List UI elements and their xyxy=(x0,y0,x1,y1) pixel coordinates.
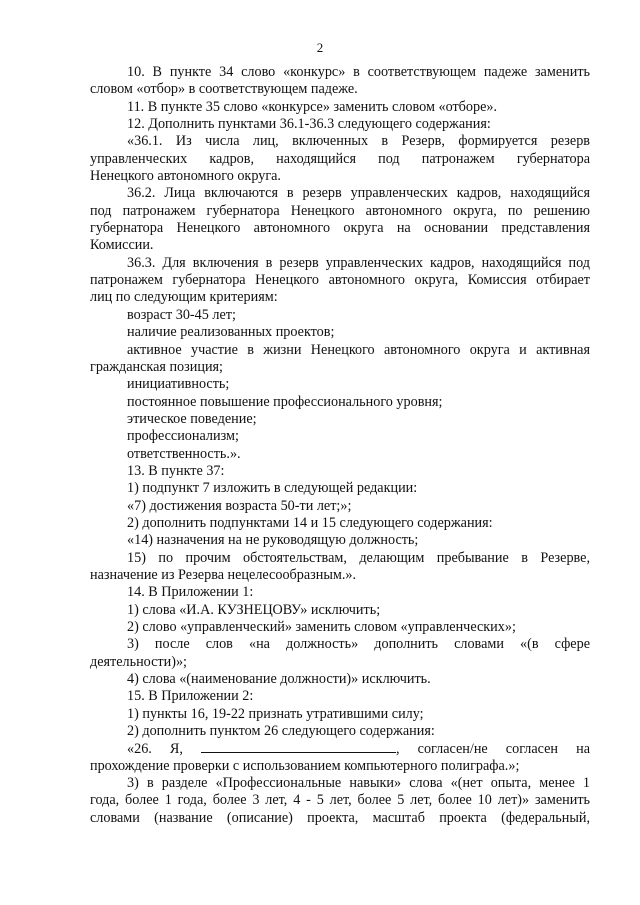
text-line: 12. Дополнить пунктами 36.1-36.3 следующего содержания: xyxy=(127,116,491,133)
text-line: прохождение проверки с использованием компьютерного полиграфа.»; xyxy=(90,757,520,774)
text-line: 2) дополнить подпунктами 14 и 15 следующего содержания: xyxy=(127,514,493,531)
text-line: профессионализм; xyxy=(127,428,239,445)
text-line: года, более 1 года, более 3 лет, 4 - 5 лет, более 5 лет, более 10 лет)» заменить xyxy=(90,792,590,809)
text-line: возраст 30-45 лет; xyxy=(127,306,236,323)
page-number: 2 xyxy=(316,40,324,55)
text-line: патронажем губернатора Ненецкого автономного округа, Комиссия отбирает xyxy=(90,272,590,289)
text-line: 11. В пункте 35 слово «конкурсе» заменить словом «отборе». xyxy=(127,98,498,115)
text-line: 1) слова «И.А. КУЗНЕЦОВУ» исключить; xyxy=(127,601,381,618)
text-line: гражданская позиция; xyxy=(90,358,224,375)
text-line: 15. В Приложении 2: xyxy=(127,688,254,705)
text-line: лиц по следующим критериям: xyxy=(90,289,278,306)
text-line: активное участие в жизни Ненецкого автономного округа и активная xyxy=(127,341,590,358)
text-line: 36.3. Для включения в резерв управленческих кадров, находящийся под xyxy=(127,254,590,271)
text-line: управленческих кадров, находящийся под патронажем губернатора xyxy=(90,150,590,167)
text-line: 13. В пункте 37: xyxy=(127,462,225,479)
text-line: назначение из Резерва нецелесообразным.». xyxy=(90,566,357,583)
text-line: 1) пункты 16, 19-22 признать утратившими силу; xyxy=(127,705,424,722)
consent-line-start: «26. Я, xyxy=(127,741,183,758)
name-blank-field xyxy=(201,740,396,753)
text-line: «36.1. Из числа лиц, включенных в Резерв, формируется резерв xyxy=(127,133,590,150)
text-line: словом «отбор» в соответствующем падеже. xyxy=(90,81,358,98)
text-line: «14) назначения на не руководящую должность; xyxy=(127,532,419,549)
text-line: постоянное повышение профессионального уровня; xyxy=(127,393,443,410)
consent-line-end: , согласен/не согласен на xyxy=(396,741,591,758)
text-line: 2) слово «управленческий» заменить словом «управленческих»; xyxy=(127,619,516,635)
text-line: этическое поведение; xyxy=(127,410,257,427)
text-line: 2) дополнить пунктом 26 следующего содержания: xyxy=(127,723,435,740)
text-line: 3) в разделе «Профессиональные навыки» слова «(нет опыта, менее 1 xyxy=(127,775,590,792)
text-line: «7) достижения возраста 50-ти лет;»; xyxy=(127,497,352,514)
text-line: 1) подпункт 7 изложить в следующей редакции: xyxy=(127,480,418,497)
text-line: словами (название (описание) проекта, масштаб проекта (федеральный, xyxy=(90,809,590,826)
text-line: 3) после слов «на должность» дополнить словами «(в сфере xyxy=(127,636,590,653)
text-line: 4) слова «(наименование должности)» исключить. xyxy=(127,671,431,688)
text-line: Комиссии. xyxy=(90,237,154,254)
text-line: 14. В Приложении 1: xyxy=(127,584,254,601)
text-line: ответственность.». xyxy=(127,445,241,462)
text-line: 15) по прочим обстоятельствам, делающим пребывание в Резерве, xyxy=(127,549,590,566)
text-line: Ненецкого автономного округа. xyxy=(90,168,281,185)
text-line: наличие реализованных проектов; xyxy=(127,324,335,341)
consent-line xyxy=(90,740,590,757)
text-line: 10. В пункте 34 слово «конкурс» в соответствующем падеже заменить xyxy=(127,64,590,80)
text-line: инициативность; xyxy=(127,376,230,393)
text-line: под патронажем губернатора Ненецкого автономного округа, по решению xyxy=(90,202,590,219)
text-line: 36.2. Лица включаются в резерв управленческих кадров, находящийся xyxy=(127,185,590,202)
text-line: губернатора Ненецкого автономного округа на основании представления xyxy=(90,220,590,237)
document-body xyxy=(90,64,590,827)
text-line: деятельности)»; xyxy=(90,653,187,670)
